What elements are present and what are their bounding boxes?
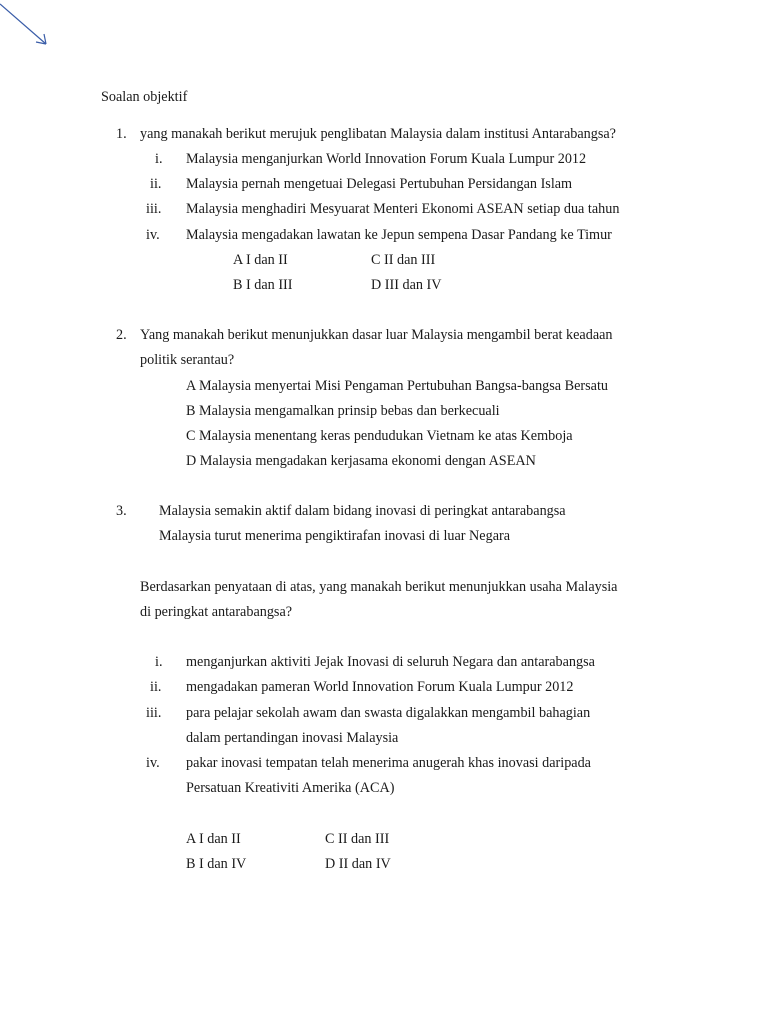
q2-text-line2: politik serantau? <box>140 352 235 368</box>
q2-number: 2. <box>116 327 127 343</box>
q3-item-text: menganjurkan aktiviti Jejak Inovasi di seluruh Negara dan antarabangsa <box>186 654 595 670</box>
q2-option: D Malaysia mengadakan kerjasama ekonomi dengan ASEAN <box>186 453 536 469</box>
q3-item-roman: iv. <box>146 755 160 771</box>
q3-item-roman: ii. <box>150 679 162 695</box>
q3-item-text: mengadakan pameran World Innovation Forum Kuala Lumpur 2012 <box>186 679 574 695</box>
q1-option-b: B I dan III <box>233 277 293 293</box>
q1-option-d: D III dan IV <box>371 277 442 293</box>
q3-statement-2: Malaysia turut menerima pengiktirafan inovasi di luar Negara <box>159 528 511 544</box>
q2-option: B Malaysia mengamalkan prinsip bebas dan berkecuali <box>186 403 500 419</box>
q3-item-text: para pelajar sekolah awam dan swasta digalakkan mengambil bahagian <box>186 705 591 721</box>
q2-option: C Malaysia menentang keras pendudukan Vietnam ke atas Kemboja <box>186 428 573 444</box>
q3-option-a: A I dan II <box>186 831 241 847</box>
q1-item-roman: iv. <box>146 227 160 243</box>
q1-number: 1. <box>116 126 127 142</box>
q1-item-text: Malaysia menganjurkan World Innovation Forum Kuala Lumpur 2012 <box>186 151 587 167</box>
q3-number: 3. <box>116 503 127 519</box>
q3-item-roman: i. <box>155 654 163 670</box>
q1-item-text: Malaysia menghadiri Mesyuarat Menteri Ekonomi ASEAN setiap dua tahun <box>186 201 620 217</box>
q1-item-text: Malaysia pernah mengetuai Delegasi Pertubuhan Persidangan Islam <box>186 176 573 192</box>
q3-item-roman: iii. <box>146 705 162 721</box>
page-heading: Soalan objektif <box>101 89 188 105</box>
q3-question-line2: di peringkat antarabangsa? <box>140 604 293 620</box>
q1-item-text: Malaysia mengadakan lawatan ke Jepun sempena Dasar Pandang ke Timur <box>186 227 612 243</box>
q1-option-c: C II dan III <box>371 252 436 268</box>
q3-option-d: D II dan IV <box>325 856 391 872</box>
q3-item-text: pakar inovasi tempatan telah menerima anugerah khas inovasi daripada <box>186 755 591 771</box>
q1-item-roman: i. <box>155 151 163 167</box>
q2-option: A Malaysia menyertai Misi Pengaman Pertubuhan Bangsa-bangsa Bersatu <box>186 378 608 394</box>
q1-item-roman: ii. <box>150 176 162 192</box>
q3-question-line1: Berdasarkan penyataan di atas, yang manakah berikut menunjukkan usaha Malaysia <box>140 579 618 595</box>
corner-arrow-icon <box>0 0 60 60</box>
q3-option-b: B I dan IV <box>186 856 247 872</box>
q3-statement-1: Malaysia semakin aktif dalam bidang inovasi di peringkat antarabangsa <box>159 503 566 519</box>
q3-item-continuation: dalam pertandingan inovasi Malaysia <box>186 730 399 746</box>
q1-item-roman: iii. <box>146 201 162 217</box>
q3-option-c: C II dan III <box>325 831 390 847</box>
q2-text-line1: Yang manakah berikut menunjukkan dasar luar Malaysia mengambil berat keadaan <box>140 327 613 343</box>
q3-item-continuation: Persatuan Kreativiti Amerika (ACA) <box>186 780 395 796</box>
q1-text: yang manakah berikut merujuk penglibatan Malaysia dalam institusi Antarabangsa? <box>140 126 616 142</box>
q1-option-a: A I dan II <box>233 252 288 268</box>
